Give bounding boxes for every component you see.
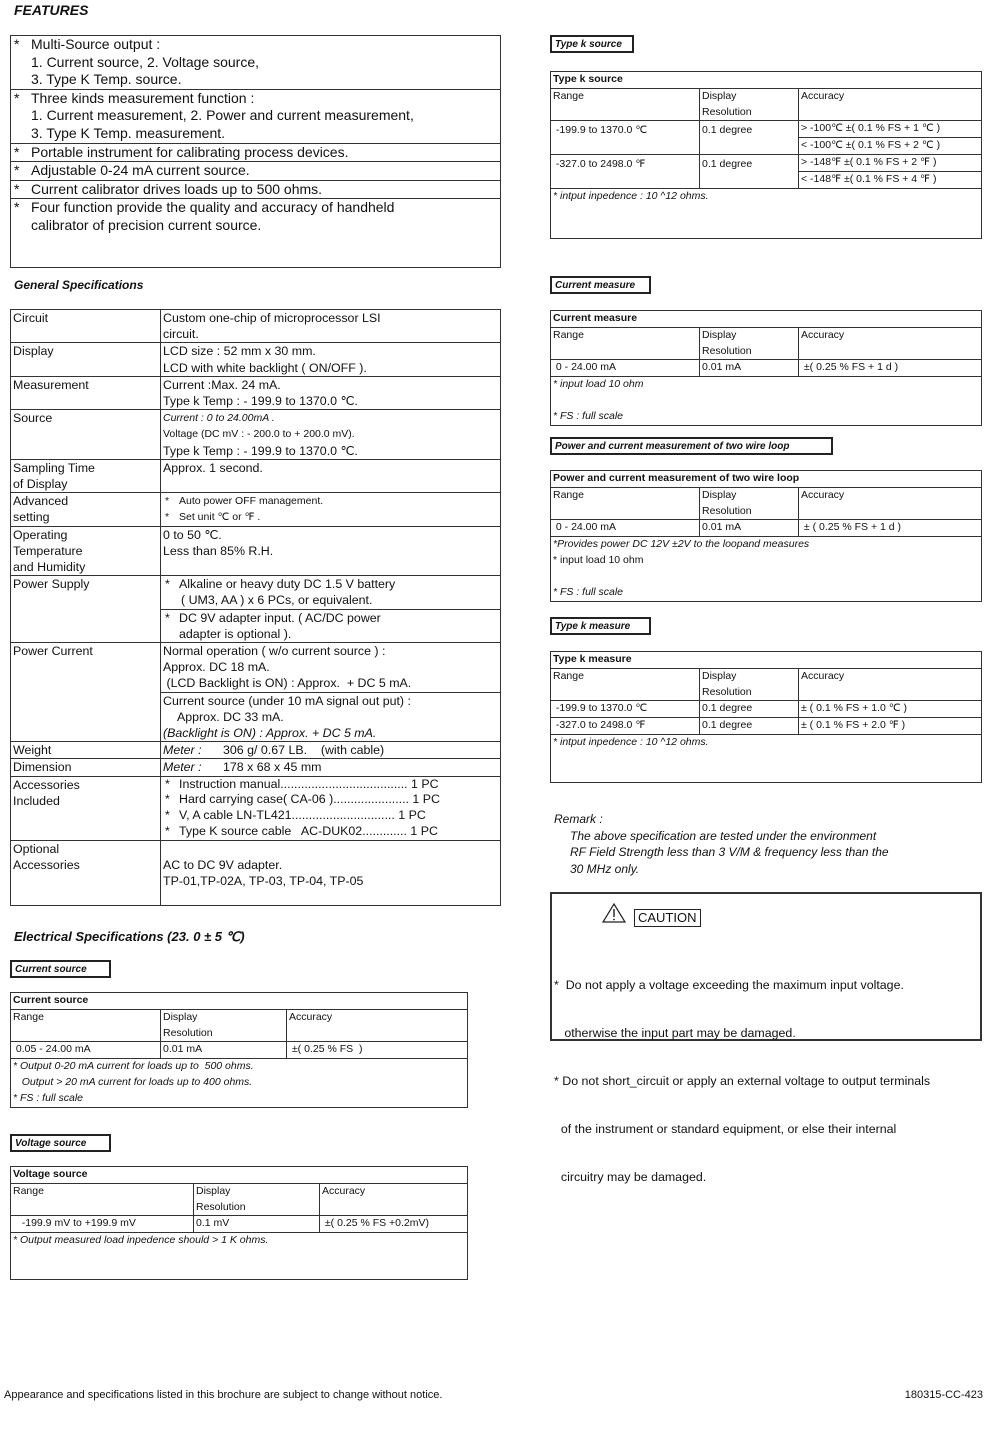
col-header-accuracy: Accuracy (320, 1183, 468, 1216)
label-line: Advanced (13, 494, 69, 509)
value-line: LCD with white backlight ( ON/OFF ). (163, 360, 367, 375)
value-line: Type k Temp : - 199.9 to 1370.0 ℃. (163, 443, 358, 458)
remark-title: Remark : (554, 812, 603, 826)
value-line: Normal operation ( w/o current source ) : (163, 644, 386, 659)
voltage-source-tag: Voltage source (10, 1134, 111, 1152)
current-measure-tag: Current measure (550, 276, 651, 294)
label-line: Included (13, 793, 60, 808)
value-line: Approx. DC 18 mA. (163, 660, 270, 675)
spec-value (161, 343, 501, 376)
col-header-range: Range (551, 88, 700, 121)
current-source-tag: Current source (10, 960, 111, 978)
value-line: (Backlight is ON) : Approx. + DC 5 mA. (163, 726, 377, 741)
cell-range: -327.0 to 2498.0 ℉ (551, 718, 700, 735)
cell-accuracy: < -100℃ ±( 0.1 % FS + 2 ℃ ) (799, 138, 982, 155)
bullet: * (14, 199, 20, 216)
cell-resolution: 0.01 mA (700, 360, 799, 377)
bullet: * (14, 162, 20, 179)
value-line: circuit. (163, 327, 199, 342)
value-line: Type k Temp : - 199.9 to 1370.0 ℃. (163, 394, 358, 409)
table-notes: * intput inpedence : 10 ^12 ohms. (551, 734, 982, 782)
label-line: Accessories (13, 857, 80, 872)
spec-value: * Instruction manual..................................... 1 PC * Hard carrying case( CA-06 )...................... 1 PC * V, A cable LN-TL421.............................. 1 PC * Type K source cable AC-DUK02............. 1 PC (161, 776, 501, 840)
cell-accuracy: ±( 0.25 % FS ) (287, 1042, 468, 1059)
label-line: Optional (13, 841, 60, 856)
label-line: Accessories (13, 777, 80, 792)
col-header-resolution: Display Resolution (700, 88, 799, 121)
label-line: Sampling Time (13, 460, 95, 475)
cell-range: -327.0 to 2498.0 ℉ (551, 154, 700, 188)
type-k-measure-tag: Type k measure (550, 617, 651, 635)
spec-value (161, 493, 501, 526)
value-line: Voltage (DC mV : - 200.0 to + 200.0 mV). (163, 428, 355, 441)
table-caption: Power and current measurement of two wire loop (551, 471, 982, 488)
col-header-range: Range (11, 1183, 194, 1216)
value-line: Alkaline or heavy duty DC 1.5 V battery (179, 577, 396, 592)
caution-line: * Do not short_circuit or apply an external voltage to output terminals (554, 1074, 931, 1088)
table-notes: * Output measured load inpedence should > 1 K ohms. (11, 1233, 468, 1280)
type-k-measure-table (550, 651, 982, 783)
accessory-item: Type K source cable AC-DUK02............. 1 PC (179, 823, 438, 838)
table-row (551, 121, 982, 138)
accessory-item: Hard carrying case( CA-06 )...................... 1 PC (179, 792, 440, 807)
table-caption: Type k source (551, 72, 982, 89)
remark-line: 30 MHz only. (570, 861, 640, 876)
label-line: and Humidity (13, 560, 86, 575)
accessory-item: Instruction manual..................................... 1 PC (179, 776, 439, 791)
general-specs-title: General Specifications (14, 278, 144, 292)
feature-line: Portable instrument for calibrating process devices. (31, 143, 349, 160)
feature-line: calibrator of precision current source. (31, 216, 262, 233)
feature-item (11, 181, 500, 200)
spec-value: Approx. 1 second. (161, 459, 501, 492)
cell-resolution: 0.1 mV (194, 1216, 320, 1233)
table-row (551, 701, 982, 718)
spec-value (161, 643, 501, 693)
spec-label: Display (11, 343, 161, 376)
caution-label: CAUTION (634, 909, 701, 927)
spec-label (11, 526, 161, 576)
table-row (11, 643, 501, 693)
spec-label (11, 493, 161, 526)
value-line: 0 to 50 ℃. (163, 527, 222, 542)
table-row (11, 376, 501, 409)
col-header-resolution: Display Resolution (700, 327, 799, 360)
loop-measure-table (550, 470, 982, 602)
cell-accuracy: > -148℉ ±( 0.1 % FS + 2 ℉ ) (799, 154, 982, 171)
cell-resolution: 0.1 degree (700, 121, 799, 155)
spec-value (161, 742, 501, 759)
cell-accuracy: ± ( 0.1 % FS + 1.0 ℃ ) (799, 701, 982, 718)
header-row (551, 327, 982, 360)
current-source-table (10, 992, 468, 1108)
value-prefix: Meter : (163, 743, 202, 758)
cell-resolution: 0.1 degree (700, 154, 799, 188)
header-row (11, 1183, 468, 1216)
feature-item (11, 162, 500, 181)
col-header-resolution: Display Resolution (161, 1009, 287, 1042)
table-row (11, 776, 501, 840)
remark-line: The above specification are tested under the environment (570, 828, 877, 843)
label-line: of Display (13, 477, 68, 492)
footer-document-code: 180315-CC-423 (904, 1389, 983, 1401)
value-line: Current source (under 10 mA signal out put) : (163, 693, 411, 708)
cell-range: 0 - 24.00 mA (551, 360, 700, 377)
caution-box (550, 892, 982, 1184)
col-header-resolution: Display Resolution (700, 487, 799, 520)
spec-value (161, 692, 501, 742)
caution-line: otherwise the input part may be damaged. (554, 1026, 796, 1040)
table-row (11, 759, 501, 776)
value-line: Set unit ℃ or ℉ . (179, 511, 261, 524)
feature-line: Adjustable 0-24 mA current source. (31, 162, 250, 179)
table-row (551, 520, 982, 537)
spec-value (161, 310, 501, 343)
col-header-accuracy: Accuracy (287, 1009, 468, 1042)
table-row (11, 840, 501, 905)
col-header-accuracy: Accuracy (799, 487, 982, 520)
loop-measure-tag: Power and current measurement of two wire loop (550, 437, 833, 455)
value-line: TP-01,TP-02A, TP-03, TP-04, TP-05 (163, 873, 364, 888)
remark-line: RF Field Strength less than 3 V/M & frequency less than the (570, 845, 889, 859)
cell-accuracy: ± ( 0.25 % FS + 1 d ) (799, 520, 982, 537)
features-list (10, 35, 501, 268)
bullet: * (14, 36, 20, 52)
cell-accuracy: ±( 0.25 % FS +0.2mV) (320, 1216, 468, 1233)
cell-range: 0.05 - 24.00 mA (11, 1042, 161, 1059)
value-line: Current : 0 to 24.00mA . (163, 412, 275, 425)
cell-resolution: 0.01 mA (161, 1042, 287, 1059)
col-header-range: Range (551, 327, 700, 360)
feature-line: Multi-Source output : (31, 36, 161, 52)
bullet: * (14, 143, 20, 160)
table-row (11, 493, 501, 526)
cell-accuracy: ± ( 0.1 % FS + 2.0 ℉ ) (799, 718, 982, 735)
table-row (551, 154, 982, 171)
feature-line: Three kinds measurement function : (31, 89, 255, 106)
cell-range: -199.9 to 1370.0 ℃ (551, 701, 700, 718)
feature-line: 3. Type K Temp. source. (31, 71, 182, 88)
type-k-source-table (550, 71, 982, 239)
spec-label: Power Supply (11, 576, 161, 643)
cell-resolution: 0.1 degree (700, 718, 799, 735)
spec-label (11, 459, 161, 492)
col-header-accuracy: Accuracy (799, 327, 982, 360)
table-row (11, 410, 501, 460)
feature-item (11, 90, 500, 144)
value-line: AC to DC 9V adapter. (163, 857, 283, 872)
table-row (11, 742, 501, 759)
footer-disclaimer: Appearance and specifications listed in this brochure are subject to change without notice. (4, 1389, 443, 1401)
value-prefix: Meter : (163, 760, 202, 775)
value-line: 306 g/ 0.67 LB. (with cable) (223, 743, 385, 758)
header-row (551, 487, 982, 520)
table-row (11, 576, 501, 609)
spec-label: Measurement (11, 376, 161, 409)
bullet: * (14, 180, 20, 197)
spec-value (161, 410, 501, 460)
feature-item (11, 199, 500, 267)
table-notes: * Output 0-20 mA current for loads up to 500 ohms. Output > 20 mA current for loads up to 400 ohms. * FS : full scale (11, 1059, 468, 1107)
table-caption: Voltage source (11, 1167, 468, 1184)
spec-label: Dimension (11, 759, 161, 776)
label-line: Operating (13, 527, 68, 542)
remark-block (554, 811, 889, 877)
table-row (11, 343, 501, 376)
feature-item (11, 36, 500, 90)
value-line: Current :Max. 24 mA. (163, 377, 281, 392)
electrical-specs-title: Electrical Specifications (23. 0 ± 5 ℃) (14, 929, 245, 944)
header-row (551, 668, 982, 701)
col-header-resolution: Display Resolution (700, 668, 799, 701)
cell-accuracy: > -100℃ ±( 0.1 % FS + 1 ℃ ) (799, 121, 982, 138)
bullet-line: * Auto power OFF management. (163, 493, 500, 509)
table-caption: Type k measure (551, 652, 982, 669)
table-row (551, 360, 982, 377)
current-measure-table (550, 310, 982, 426)
col-header-range: Range (551, 487, 700, 520)
value-line: LCD size : 52 mm x 30 mm. (163, 344, 316, 359)
cell-accuracy: ±( 0.25 % FS + 1 d ) (799, 360, 982, 377)
voltage-source-table (10, 1166, 468, 1280)
spec-value: * Alkaline or heavy duty DC 1.5 V battery ( UM3, AA ) x 6 PCs, or equivalent. (161, 576, 501, 609)
table-row (11, 526, 501, 576)
value-line: 178 x 68 x 45 mm (223, 760, 322, 775)
label-line: setting (13, 510, 50, 525)
type-k-source-tag: Type k source (550, 35, 634, 53)
value-line: (LCD Backlight is ON) : Approx. + DC 5 mA. (163, 676, 412, 691)
spec-value (161, 759, 501, 776)
caution-text (554, 945, 930, 1217)
spec-label: Power Current (11, 643, 161, 742)
col-header-accuracy: Accuracy (799, 668, 982, 701)
spec-value (161, 526, 501, 576)
feature-line: 1. Current measurement, 2. Power and current measurement, (31, 107, 414, 124)
table-notes: * input load 10 ohm * FS : full scale (551, 377, 982, 426)
feature-line: Current calibrator drives loads up to 500 ohms. (31, 180, 323, 197)
spec-label: Circuit (11, 310, 161, 343)
features-title: FEATURES (14, 2, 89, 18)
col-header-range: Range (11, 1009, 161, 1042)
spec-label: Weight (11, 742, 161, 759)
table-row (11, 459, 501, 492)
header-row (11, 1009, 468, 1042)
col-header-range: Range (551, 668, 700, 701)
value-line: Custom one-chip of microprocessor LSI (163, 311, 381, 325)
spec-label (11, 776, 161, 840)
bullet: * (14, 89, 20, 106)
feature-line: 3. Type K Temp. measurement. (31, 124, 226, 141)
cell-range: 0 - 24.00 mA (551, 520, 700, 537)
header-row (551, 88, 982, 121)
spec-value (161, 840, 501, 905)
warning-triangle-icon (602, 903, 626, 927)
feature-item (11, 144, 500, 163)
value-line: Auto power OFF management. (179, 495, 324, 508)
caution-line: * Do not apply a voltage exceeding the maximum input voltage. (554, 978, 904, 992)
table-row (11, 1042, 468, 1059)
table-row (11, 1216, 468, 1233)
general-specs-table (10, 309, 501, 906)
table-caption: Current measure (551, 311, 982, 328)
accessory-item: V, A cable LN-TL421.............................. 1 PC (179, 808, 426, 823)
bullet-line: * Set unit ℃ or ℉ . (163, 509, 500, 525)
cell-resolution: 0.01 mA (700, 520, 799, 537)
value-line: DC 9V adapter input. ( AC/DC power (179, 610, 381, 625)
value-line: adapter is optional ). (179, 626, 292, 641)
value-line: Less than 85% R.H. (163, 543, 274, 558)
spec-value (161, 376, 501, 409)
feature-line: 1. Current source, 2. Voltage source, (31, 53, 260, 70)
table-caption: Current source (11, 993, 468, 1010)
caution-line: of the instrument or standard equipment, or else their internal (554, 1122, 897, 1136)
feature-line: Four function provide the quality and accuracy of handheld (31, 199, 395, 216)
table-row (551, 718, 982, 735)
col-header-resolution: Display Resolution (194, 1183, 320, 1216)
spec-label (11, 840, 161, 905)
caution-line: circuitry may be damaged. (554, 1170, 707, 1184)
cell-resolution: 0.1 degree (700, 701, 799, 718)
cell-range: -199.9 to 1370.0 ℃ (551, 121, 700, 155)
table-notes: *Provides power DC 12V ±2V to the loopand measures * input load 10 ohm * FS : full scale (551, 537, 982, 601)
table-row (11, 310, 501, 343)
cell-accuracy: < -148℉ ±( 0.1 % FS + 4 ℉ ) (799, 171, 982, 188)
col-header-accuracy: Accuracy (799, 88, 982, 121)
spec-value: * DC 9V adapter input. ( AC/DC power adapter is optional ). (161, 609, 501, 642)
spec-label: Source (11, 410, 161, 460)
table-notes: * intput inpedence : 10 ^12 ohms. (551, 188, 982, 238)
value-line: ( UM3, AA ) x 6 PCs, or equivalent. (181, 593, 373, 608)
value-line: Approx. DC 33 mA. (177, 709, 284, 724)
label-line: Temperature (13, 543, 83, 558)
cell-range: -199.9 mV to +199.9 mV (11, 1216, 194, 1233)
